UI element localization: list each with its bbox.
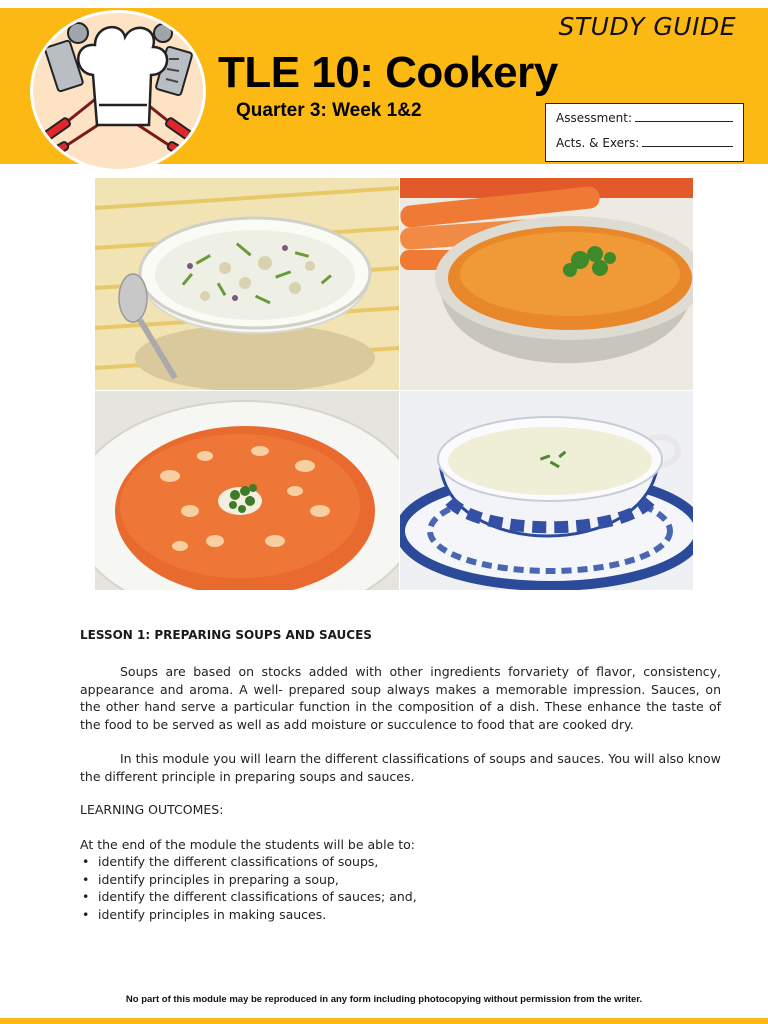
list-item [80, 871, 721, 889]
assessment-box [545, 103, 744, 162]
footer-band [0, 1018, 768, 1024]
list-item [80, 906, 721, 924]
bullet-icon: • [82, 906, 90, 922]
bullet-icon: • [82, 854, 90, 869]
chef-hat-utensils-logo-icon [30, 10, 206, 172]
outcome-text: identify the different classifications of sauces; and, [98, 889, 417, 904]
outcome-text: identify principles in making sauces. [98, 906, 327, 922]
outcomes-intro: At the end of the module the students will be able to: [80, 837, 416, 852]
assessment-blank [635, 111, 733, 122]
outcomes-list [80, 853, 721, 923]
soup-photo-grid [95, 178, 693, 590]
study-guide-label: STUDY GUIDE [558, 12, 736, 41]
carrot-puree-soup-photo-icon [400, 178, 693, 390]
bullet-icon: • [82, 889, 90, 904]
outcome-text: identify the different classifications of soups, [98, 854, 379, 869]
bullet-icon: • [82, 871, 90, 887]
cream-vegetable-soup-photo-icon [95, 178, 399, 390]
tomato-seafood-bisque-photo-icon [95, 391, 399, 590]
page-subtitle: Quarter 3: Week 1&2 [236, 100, 422, 121]
assessment-line [556, 111, 733, 125]
assessment-label: Assessment: [556, 111, 633, 125]
cream-soup-in-blue-cup-photo-icon [400, 391, 693, 590]
activities-blank [642, 136, 733, 147]
activities-label: Acts. & Exers: [556, 136, 640, 150]
list-item [80, 853, 721, 871]
outcomes-heading: LEARNING OUTCOMES: [80, 802, 224, 817]
lesson-paragraph-2: In this module you will learn the different classifications of soups and sauces. You will also know the different principle in preparing soups and sauces. [80, 751, 721, 784]
copyright-note: No part of this module may be reproduced in any form including photocopying without permission from the writer. [125, 994, 643, 1005]
list-item [80, 888, 721, 906]
activities-line [556, 136, 733, 150]
lesson-paragraph-1: Soups are based on stocks added with other ingredients forvariety of flavor, consistency, appearance and aroma. A well- prepared soup always makes a memorable impression. Sauces, on the other hand serve a particular function in the composition of a dish. These enhance the taste of the food to be served as well as add moisture or succulence to food that are cooked dry. [80, 664, 721, 732]
lesson-title: LESSON 1: PREPARING SOUPS AND SAUCES [80, 628, 372, 642]
page-title: TLE 10: Cookery [218, 48, 558, 97]
outcome-text: identify principles in preparing a soup, [98, 871, 339, 887]
